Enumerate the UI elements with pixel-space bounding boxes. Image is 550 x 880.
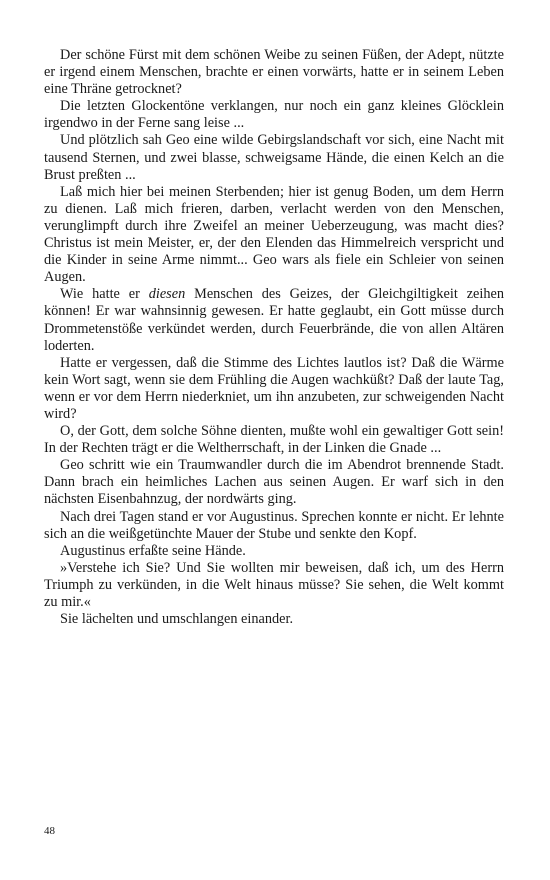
paragraph-text: Wie hatte er (60, 286, 149, 303)
paragraph: »Verstehe ich Sie? Und Sie wollten mir beweisen, daß ich, um des Herrn Triumph zu verkünden, in die Welt hinaus müsse? Sie sehen, die Welt kommt zu mir.« (44, 559, 504, 610)
paragraph: O, der Gott, dem solche Söhne dienten, mußte wohl ein gewaltiger Gott sein! In der Rechten trägt er die Weltherrschaft, in der Linken die Gnade ... (44, 423, 504, 457)
paragraph (44, 286, 504, 354)
paragraph: Augustinus erfaßte seine Hände. (60, 542, 246, 559)
paragraph: Und plötzlich sah Geo eine wilde Gebirgslandschaft vor sich, eine Nacht mit tausend Sternen, und zwei blasse, schweigsame Hände, die einen Kelch an die Brust preßten ... (44, 132, 504, 183)
paragraph: Laß mich hier bei meinen Sterbenden; hier ist genug Boden, um dem Herrn zu dienen. Laß mich frieren, darben, verlacht werden von den Menschen, verunglimpft durch ihre Zweifel an meiner Ueberzeugung, was macht dies? Christus ist mein Meister, er, der den Elenden das Himmelreich verspricht und die Kinder in seine Arme nimmt... Geo wars als fiele ein Schleier von seinen Augen. (44, 183, 504, 286)
page-number: 48 (44, 825, 55, 837)
paragraph: Hatte er vergessen, daß die Stimme des Lichtes lautlos ist? Daß die Wärme kein Wort sagt, wenn sie dem Frühling die Augen wachküßt? Daß der laute Tag, wenn er vor dem Herrn niederkniet, um ihn anzubeten, zur schweigenden Nacht wird? (44, 354, 504, 422)
paragraph: Die letzten Glockentöne verklangen, nur noch ein ganz kleines Glöcklein irgendwo in der Ferne sang leise ... (44, 98, 504, 132)
paragraph-text: Menschen des Geizes, der Gleichgiltigkeit zeihen können! Er war wahnsinnig gewesen. Er hatte geglaubt, ein Gott müsse durch Drommetenstöße verkündet werden, durch Feuerbrände, die von allen Altären loderten. (44, 286, 504, 354)
body-text (44, 47, 504, 628)
paragraph: Geo schritt wie ein Traumwandler durch die im Abendrot brennende Stadt. Dann brach ein heimliches Lachen aus seinen Augen. Er warf sich in den nächsten Eisenbahnzug, der nordwärts ging. (44, 457, 504, 508)
paragraph: Sie lächelten und umschlangen einander. (60, 611, 294, 628)
paragraph: Nach drei Tagen stand er vor Augustinus. Sprechen konnte er nicht. Er lehnte sich an die weißgetünchte Mauer der Stube und senkte den Kopf. (44, 508, 504, 542)
emphasized-word: diesen (148, 286, 186, 303)
paragraph: Der schöne Fürst mit dem schönen Weibe zu seinen Füßen, der Adept, nützte er irgend einem Menschen, brachte er einen vorwärts, hatte er in seinem Leben eine Thräne getrocknet? (44, 47, 504, 98)
